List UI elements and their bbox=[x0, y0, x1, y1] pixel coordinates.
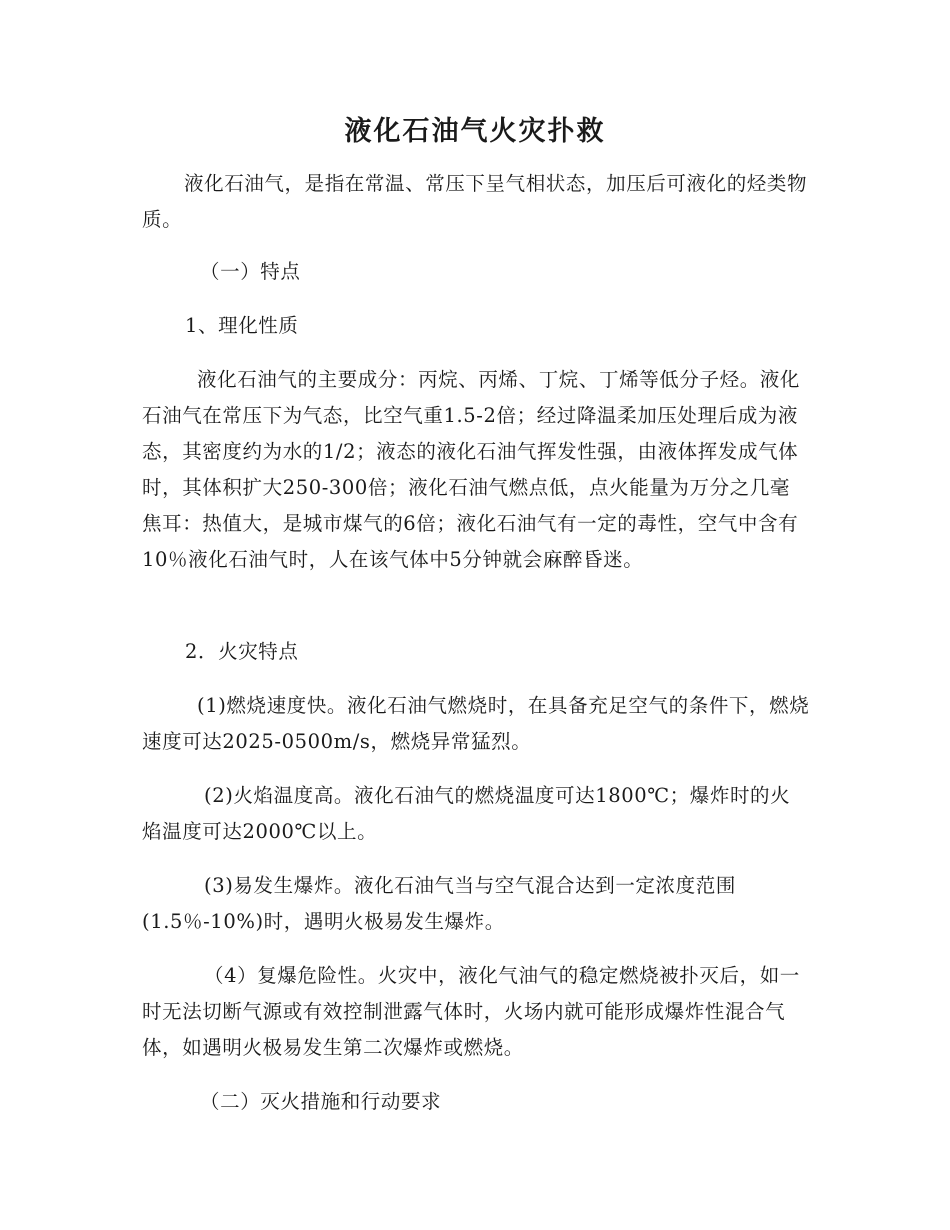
fire-feature-3: (3)易发生爆炸。液化石油气当与空气混合达到一定浓度范围(1.5％-10%)时，遇明火极易发生爆炸。 bbox=[142, 874, 736, 933]
subsection-heading-fire-features: 2．火灾特点 bbox=[185, 640, 299, 663]
section-heading-measures: （二）灭火措施和行动要求 bbox=[200, 1090, 442, 1113]
fire-feature-1: (1)燃烧速度快。液化石油气燃烧时，在具备充足空气的条件下，燃烧速度可达2025-0500m/s，燃烧异常猛烈。 bbox=[142, 694, 810, 753]
properties-paragraph: 液化石油气的主要成分：丙烷、丙烯、丁烷、丁烯等低分子烃。液化石油气在常压下为气态，比空气重1.5-2倍；经过降温柔加压处理后成为液态，其密度约为水的1/2；液态的液化石油气挥发性强，由液体挥发成气体时，其体积扩大250-300倍；液化石油气燃点低，点火能量为万分之几毫焦耳：热值大，是城市煤气的6倍；液化石油气有一定的毒性，空气中含有10％液化石油气时，人在该气体中5分钟就会麻醉昏迷。 bbox=[142, 368, 801, 571]
subsection-heading-properties: 1、理化性质 bbox=[185, 314, 299, 337]
intro-paragraph: 液化石油气，是指在常温、常压下呈气相状态，加压后可液化的烃类物质。 bbox=[142, 172, 808, 231]
document-title: 液化石油气火灾扑救 bbox=[344, 116, 606, 147]
section-heading-characteristics: （一）特点 bbox=[200, 260, 301, 283]
fire-feature-2: (2)火焰温度高。液化石油气的燃烧温度可达1800℃；爆炸时的火焰温度可达2000℃以上。 bbox=[142, 784, 791, 843]
fire-feature-4: （4）复爆危险性。火灾中，液化气油气的稳定燃烧被扑灭后，如一时无法切断气源或有效控制泄露气体时，火场内就可能形成爆炸性混合气体，如遇明火极易发生第二次爆炸或燃烧。 bbox=[142, 964, 800, 1059]
